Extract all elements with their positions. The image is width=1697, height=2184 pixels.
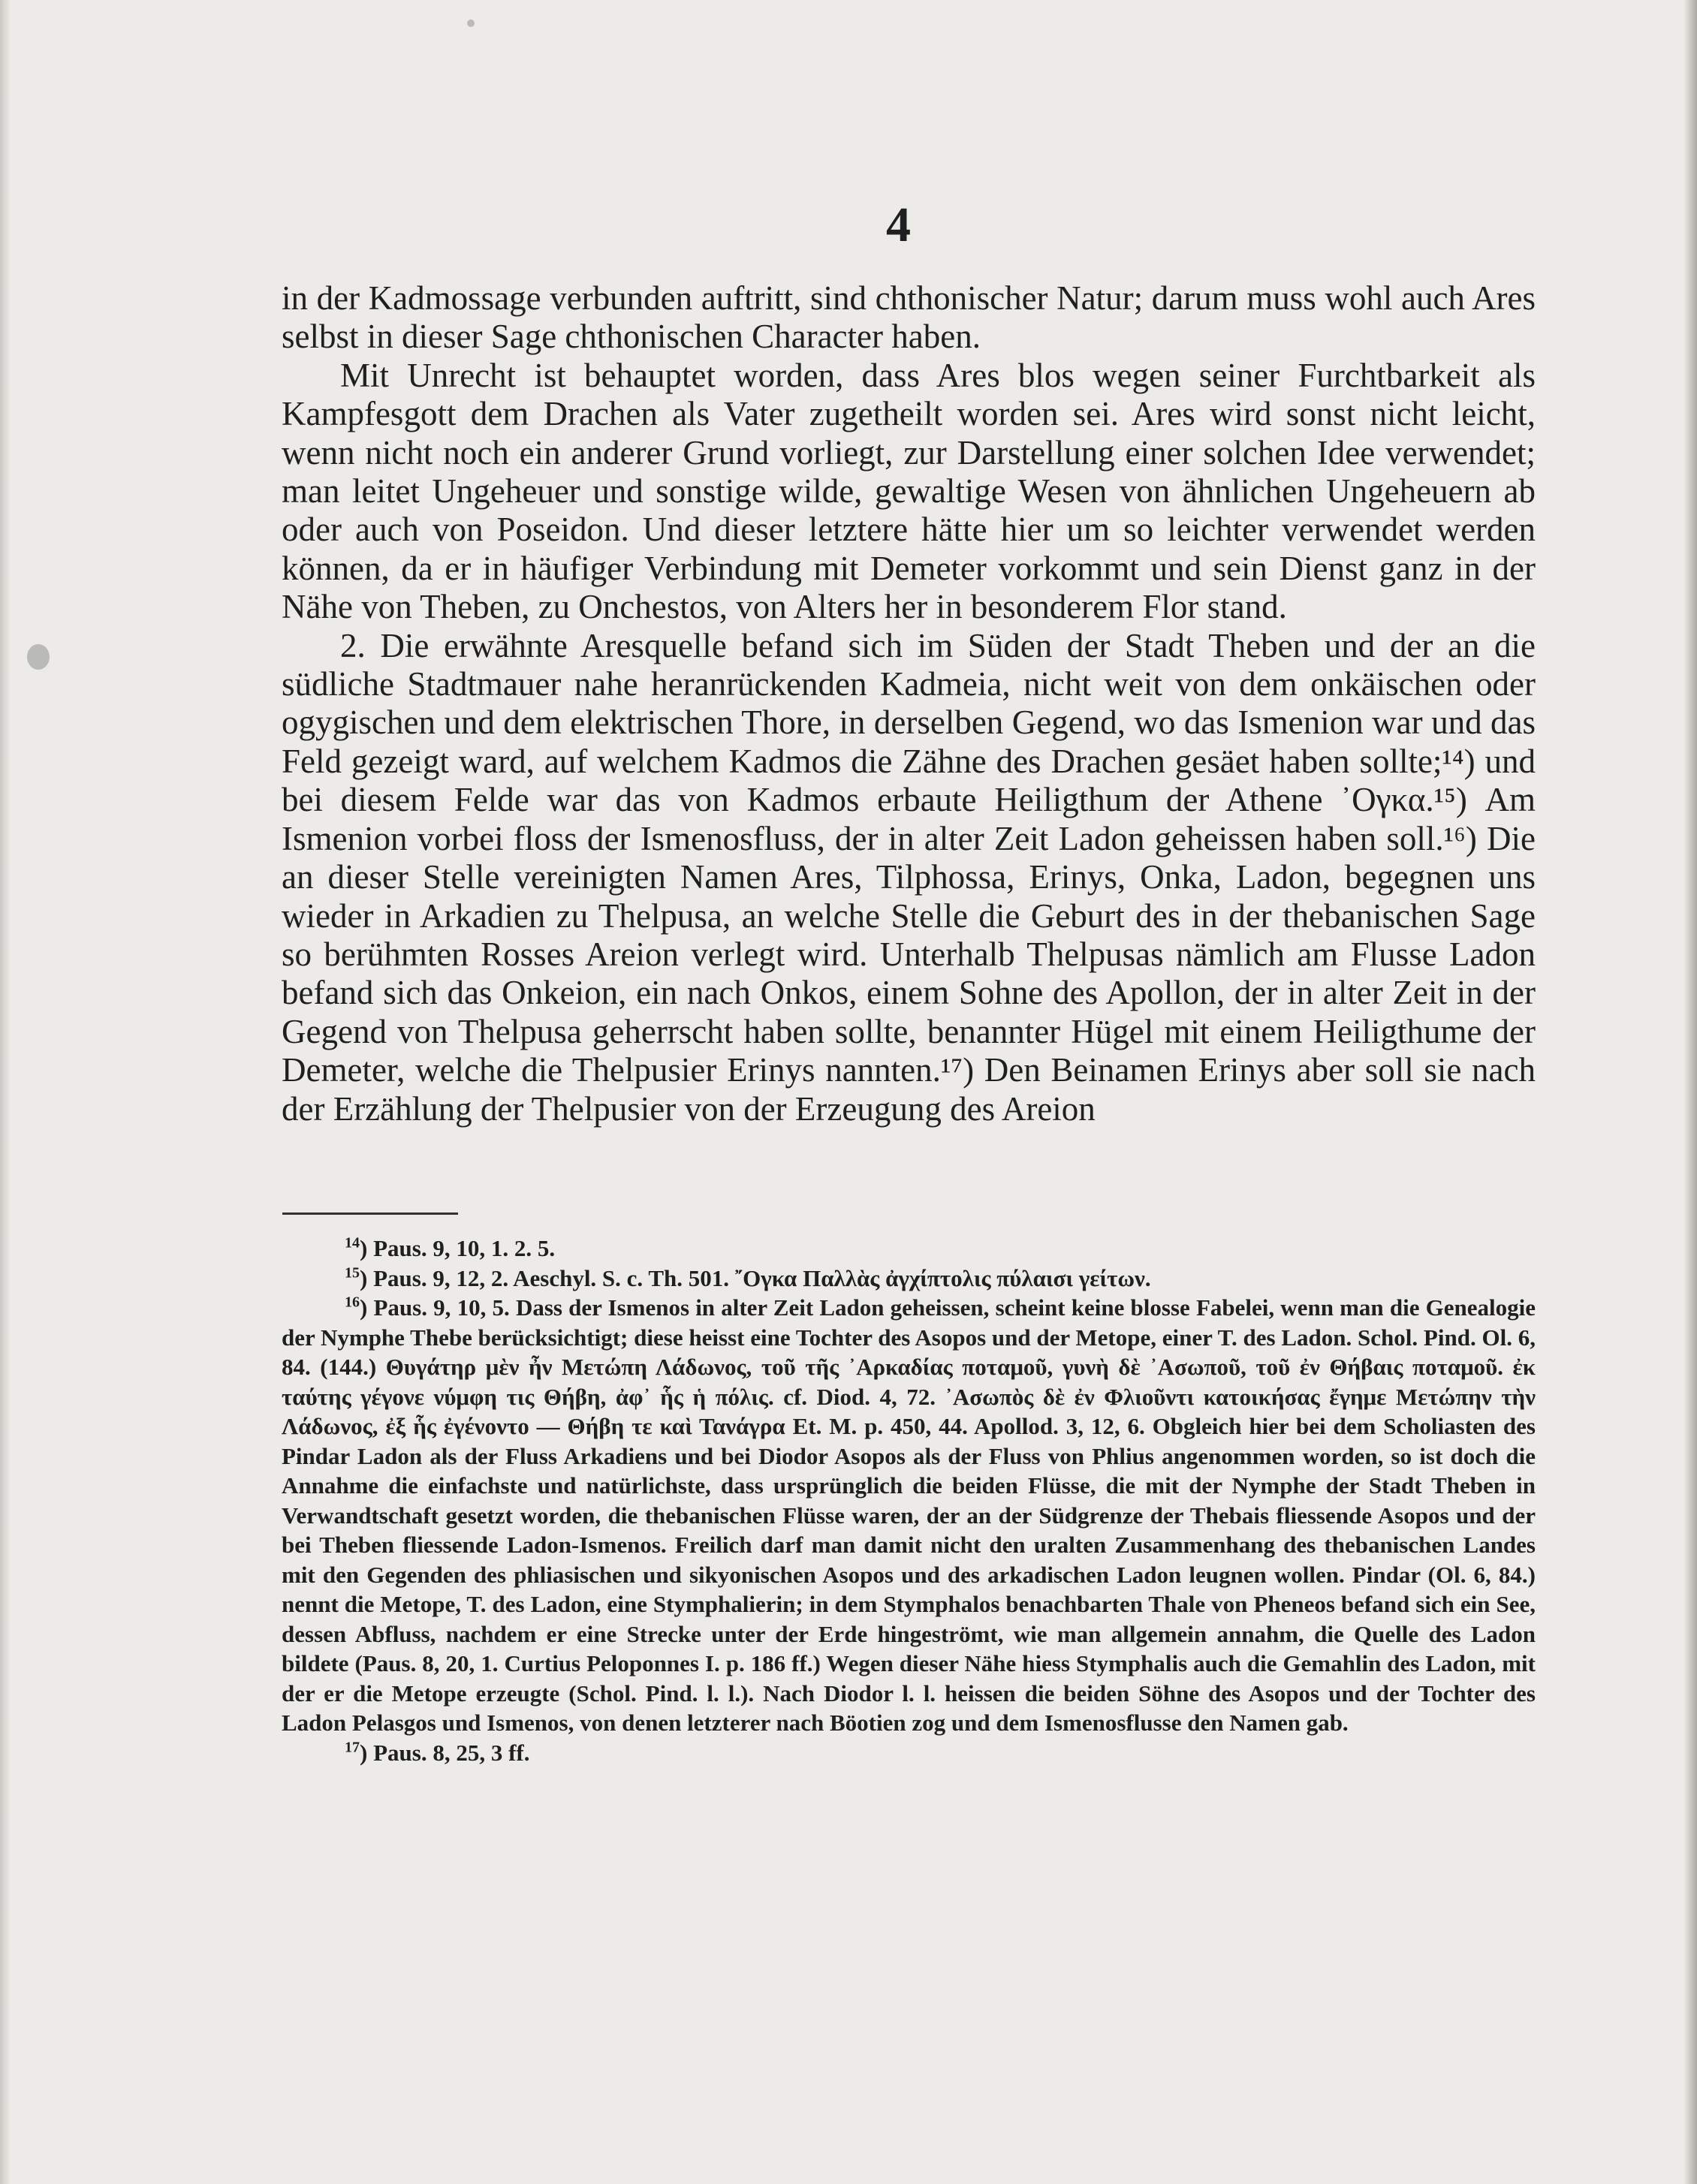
footnote-14: $^{14}$) Paus. 9, 10, 1. 2. 5. [345,1234,556,1261]
footnote-text: Paus. 9, 12, 2. Aeschyl. S. c. Th. 501. ῎Ογκα Παλλὰς ἀγχίπτολις πύλαισι γείτων. [373,1264,1151,1291]
paragraph-1: in der Kadmossage verbunden auftritt, sind chthonischer Natur; darum muss wohl auch Ares selbst in dieser Sage chthonischen Character haben. [282,279,1536,356]
page-edge-right [1683,0,1697,2184]
footnote-number: 15 [345,1264,360,1282]
page-number: 4 [886,197,911,252]
ink-speck [467,20,475,27]
paragraph-3: 2. Die erwähnte Aresquelle befand sich im Süden der Stadt Theben und der an die südliche Stadtmauer nahe heranrückenden Kadmeia, nicht weit von dem onkäischen oder ogygischen und dem elektrischen Thore, in derselben Gegend, wo das Ismenion war und das Feld gezeigt ward, auf welchem Kadmos die Zähne des Drachen gesäet haben sollte;¹⁴) und bei diesem Felde war das von Kadmos erbaute Heiligthum der Athene ᾿Ογκα.¹⁵) Am Ismenion vorbei floss der Ismenosfluss, der in alter Zeit Ladon geheissen haben soll.¹⁶) Die an dieser Stelle vereinigten Namen Ares, Tilphossa, Erinys, Onka, Ladon, begegnen uns wieder in Arkadien zu Thelpusa, an welche Stelle die Geburt des in der thebanischen Sage so berühmten Rosses Areion verlegt wird. Unterhalb Thelpusas nämlich am Flusse Ladon befand sich das Onkeion, ein nach Onkos, einem Sohne des Apollon, der in alter Zeit in der Gegend von Thelpusa geherrscht haben sollte, benannter Hügel mit einem Heiligthume der Demeter, welche die Thelpusier Erinys nannten.¹⁷) Den Beinamen Erinys aber soll sie nach der Erzählung der Thelpusier von der Erzeugung des Areion [282,626,1536,1128]
footnote-separator [282,1212,458,1215]
paper-stain [27,644,50,670]
paragraph-2: Mit Unrecht ist behauptet worden, dass Ares blos wegen seiner Furchtbarkeit als Kampfesgott dem Drachen als Vater zugetheilt worden sei. Ares wird sonst nicht leicht, wenn nicht noch ein anderer Grund vorliegt, zur Darstellung einer solchen Idee verwendet; man leitet Ungeheuer und sonstige wilde, gewaltige Wesen von ähnlichen Ungeheuern ab oder auch von Poseidon. Und dieser letztere hätte hier um so leichter verwendet werden können, da er in häufiger Verbindung mit Demeter vorkommt und sein Dienst ganz in der Nähe von Theben, zu Onchestos, von Alters her in besonderem Flor stand. [282,356,1536,626]
footnote-number: 14 [345,1234,360,1252]
footnote-text: Paus. 9, 10, 1. 2. 5. [373,1235,556,1261]
footnote-15: $^{15}$) Paus. 9, 12, 2. Aeschyl. S. c. Th. 501. ῎Ογκα Παλλὰς ἀγχίπτολις πύλαισι γείτων. [345,1264,1151,1291]
footnote-number: 16 [345,1294,360,1311]
footnote-number: 17 [345,1739,360,1756]
footnote-17: $^{17}$) Paus. 8, 25, 3 ff. [345,1739,530,1766]
main-text [282,279,1536,1128]
footnote-16: $^{16}$) Paus. 9, 10, 5. Dass der Ismenos in alter Zeit Ladon geheissen, scheint keine blosse Fabelei, wenn man die Genealogie der Nymphe Thebe berücksichtigt; diese heisst eine Tochter des Asopos und der Metope, einer T. des Ladon. Schol. Pind. Ol. 6, 84. (144.) Θυγάτηρ μὲν ἦν Μετώπη Λάδωνος, τοῦ τῆς ᾿Αρκαδίας ποταμοῦ, γυνὴ δὲ ᾿Ασωποῦ, τοῦ ἐν Θήβαις ποταμοῦ. ἐκ ταύτης γέγονε νύμφη τις Θήβη, ἀφ᾿ ἧς ἡ πόλις. cf. Diod. 4, 72. ᾿Ασωπὸς δὲ ἐν Φλιοῦντι κατοικήσας ἔγημε Μετώπην τὴν Λάδωνος, ἐξ ἧς ἐγένοντο — Θήβη τε καὶ Τανάγρα Et. M. p. 450, 44. Apollod. 3, 12, 6. Obgleich hier bei dem Scholiasten des Pindar Ladon als der Fluss Arkadiens und bei Diodor Asopos als der Fluss von Phlius angenommen worden, so ist doch die Annahme die einfachste und natürlichste, dass ursprünglich die beiden Flüsse, die mit der Nymphe der Stadt Theben in Verwandtschaft gesetzt worden, die thebanischen Flüsse waren, der an der Südgrenze der Thebais fliessende Asopos und der bei Theben fliessende Ladon-Ismenos. Freilich darf man damit nicht den uralten Zusammenhang des thebanischen Landes mit den Gegenden des phliasischen und sikyonischen Asopos und des arkadischen Ladon leugnen wollen. Pindar (Ol. 6, 84.) nennt die Metope, T. des Ladon, eine Stymphalierin; in dem Stymphalos benachbarten Thale von Pheneos befand sich ein See, dessen Abfluss, nachdem er eine Strecke unter der Erde hingeströmt, wie man allgemein annahm, die Quelle des Ladon bildete (Paus. 8, 20, 1. Curtius Peloponnes I. p. 186 ff.) Wegen dieser Nähe hiess Stymphalis auch die Gemahlin des Ladon, mit der er die Metope erzeugte (Schol. Pind. l. l.). Nach Diodor l. l. heissen die beiden Söhne des Asopos und der Tochter des Ladon Pelasgos und Ismenos, von denen letzterer nach Böotien zog und dem Ismenosflusse den Namen gab. [282,1294,1536,1736]
page-edge-left [0,0,11,2184]
footnotes [282,1234,1536,1767]
footnote-text: Paus. 9, 10, 5. Dass der Ismenos in alter Zeit Ladon geheissen, scheint keine blosse Fabelei, wenn man die Genealogie der Nymphe Thebe berücksichtigt; diese heisst eine Tochter des Asopos und der Metope, einer T. des Ladon. Schol. Pind. Ol. 6, 84. (144.) Θυγάτηρ μὲν ἦν Μετώπη Λάδωνος, τοῦ τῆς ᾿Αρκαδίας ποταμοῦ, γυνὴ δὲ ᾿Ασωποῦ, τοῦ ἐν Θήβαις ποταμοῦ. ἐκ ταύτης γέγονε νύμφη τις Θήβη, ἀφ᾿ ἧς ἡ πόλις. cf. Diod. 4, 72. ᾿Ασωπὸς δὲ ἐν Φλιοῦντι κατοικήσας ἔγημε Μετώπην τὴν Λάδωνος, ἐξ ἧς ἐγένοντο — Θήβη τε καὶ Τανάγρα Et. M. p. 450, 44. Apollod. 3, 12, 6. Obgleich hier bei dem Scholiasten des Pindar Ladon als der Fluss Arkadiens und bei Diodor Asopos als der Fluss von Phlius angenommen worden, so ist doch die Annahme die einfachste und natürlichste, dass ursprünglich die beiden Flüsse, die mit der Nymphe der Stadt Theben in Verwandtschaft gesetzt worden, die thebanischen Flüsse waren, der an der Südgrenze der Thebais fliessende Asopos und der bei Theben fliessende Ladon-Ismenos. Freilich darf man damit nicht den uralten Zusammenhang des thebanischen Landes mit den Gegenden des phliasischen und sikyonischen Asopos und des arkadischen Ladon leugnen wollen. Pindar (Ol. 6, 84.) nennt die Metope, T. des Ladon, eine Stymphalierin; in dem Stymphalos benachbarten Thale von Pheneos befand sich ein See, dessen Abfluss, nachdem er eine Strecke unter der Erde hingeströmt, wie man allgemein annahm, die Quelle des Ladon bildete (Paus. 8, 20, 1. Curtius Peloponnes I. p. 186 ff.) Wegen dieser Nähe hiess Stymphalis auch die Gemahlin des Ladon, mit der er die Metope erzeugte (Schol. Pind. l. l.). Nach Diodor l. l. heissen die beiden Söhne des Asopos und der Tochter des Ladon Pelasgos und Ismenos, von denen letzterer nach Böotien zog und dem Ismenosflusse den Namen gab. [282,1294,1536,1736]
footnote-text: Paus. 8, 25, 3 ff. [373,1739,530,1766]
